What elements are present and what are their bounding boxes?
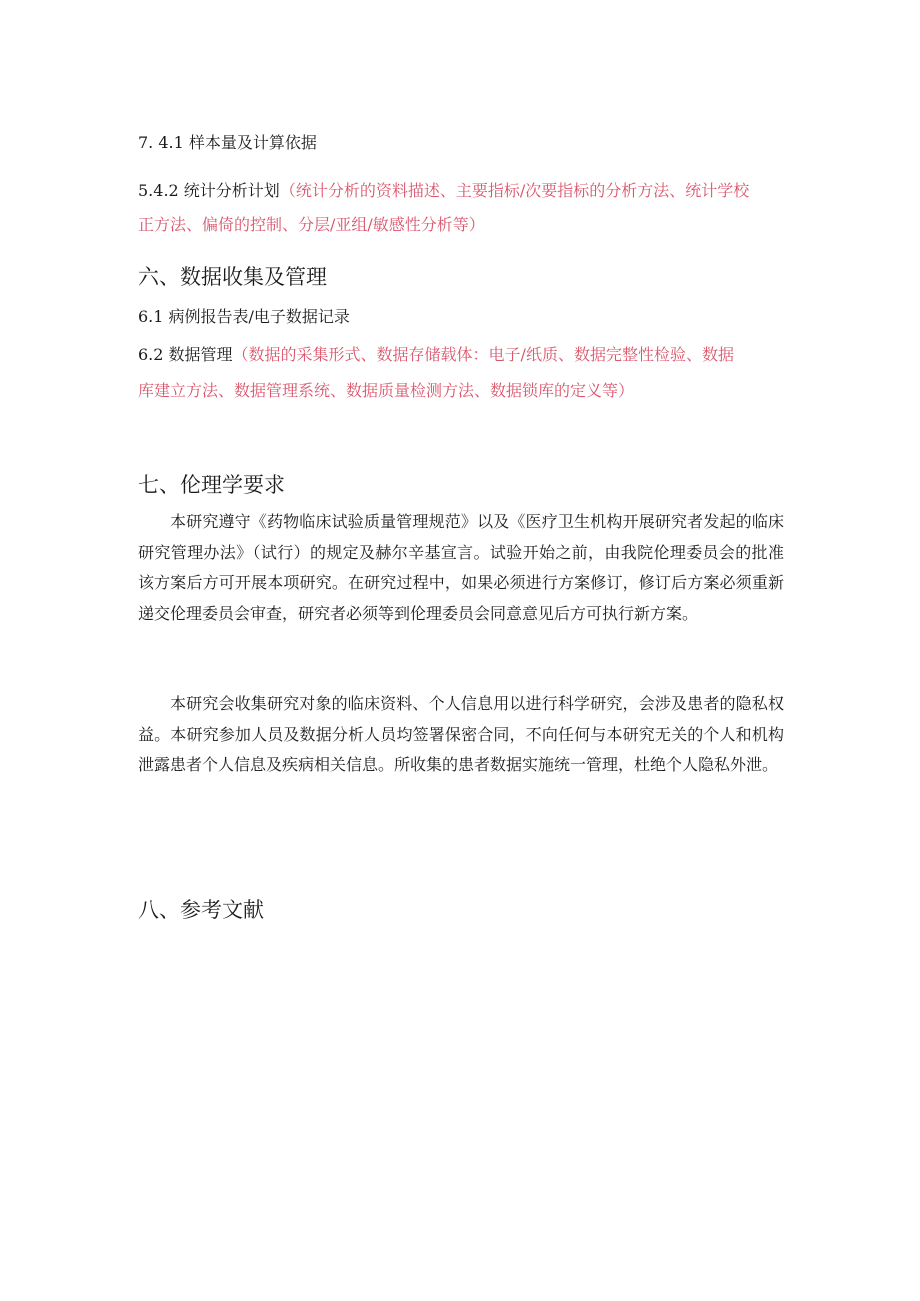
section-7-4-1: 7. 4.1 样本量及计算依据 [138, 133, 317, 152]
section-5-4-2-label: 5.4.2 统计分析计划 [138, 181, 280, 200]
heading-section-6: 六、数据收集及管理 [138, 265, 327, 289]
heading-section-7: 七、伦理学要求 [138, 473, 285, 497]
section-5-4-2-note-line2: 正方法、偏倚的控制、分层/亚组/敏感性分析等） [138, 215, 485, 234]
section-5-4-2 [138, 176, 784, 206]
section-6-2-note-line2: 库建立方法、数据管理系统、数据质量检测方法、数据锁库的定义等） [138, 381, 635, 400]
section-6-2 [138, 340, 784, 370]
section-5-4-2-note-line1: （统计分析的资料描述、主要指标/次要指标的分析方法、统计学校 [279, 181, 750, 200]
heading-section-8: 八、参考文献 [138, 898, 264, 922]
section-6-2-note-line1: （数据的采集形式、数据存储载体：电子/纸质、数据完整性检验、数据 [232, 345, 734, 364]
ethics-paragraph-1: 本研究遵守《药物临床试验质量管理规范》以及《医疗卫生机构开展研究者发起的临床研究管理办法》（试行）的规定及赫尔辛基宣言。试验开始之前，由我院伦理委员会的批准该方案后方可开展本项研究。在研究过程中，如果必须进行方案修订，修订后方案必须重新递交伦理委员会审查，研究者必须等到伦理委员会同意意见后方可执行新方案。 [138, 512, 784, 623]
section-6-2-label: 6.2 数据管理 [138, 345, 233, 364]
section-6-1: 6.1 病例报告表/电子数据记录 [138, 307, 350, 326]
ethics-paragraph-2: 本研究会收集研究对象的临床资料、个人信息用以进行科学研究，会涉及患者的隐私权益。本研究参加人员及数据分析人员均签署保密合同，不向任何与本研究无关的个人和机构泄露患者个人信息及疾病相关信息。所收集的患者数据实施统一管理，杜绝个人隐私外泄。 [138, 694, 784, 774]
